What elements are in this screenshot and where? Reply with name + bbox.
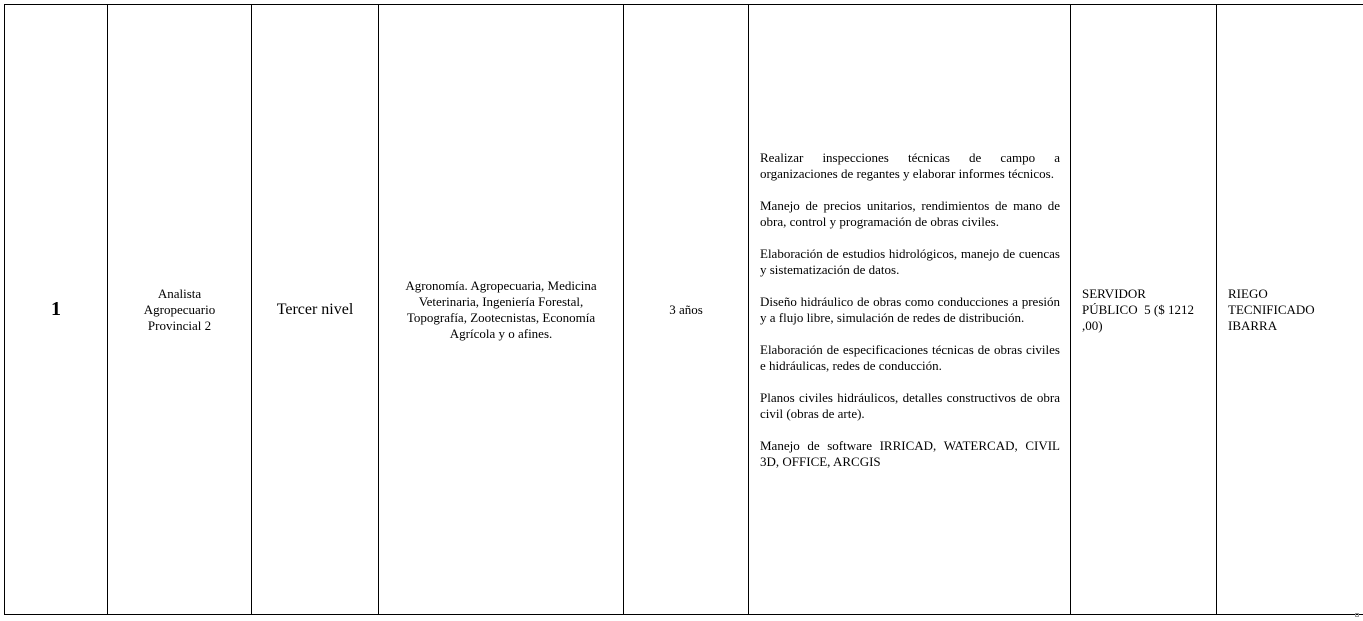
position-name-cell — [108, 5, 252, 615]
function-item: Diseño hidráulico de obras como conducciones a presión y a flujo libre, simulación de redes de distribución. — [760, 293, 1060, 325]
salary-group-line: SERVIDOR — [1082, 285, 1146, 301]
unit-location-line: IBARRA — [1228, 317, 1278, 333]
experience-years: 3 años — [669, 301, 703, 317]
table-row — [5, 5, 1363, 615]
table-resize-handle[interactable] — [1355, 613, 1359, 617]
salary-group-line: ,00) — [1082, 317, 1103, 333]
fields-of-study-line: Topografía, Zootecnistas, Economía — [406, 309, 596, 325]
fields-of-study-line: Agronomía. Agropecuaria, Medicina — [405, 277, 597, 293]
unit-location-line: TECNIFICADO — [1228, 301, 1315, 317]
education-level-cell — [252, 5, 379, 615]
experience-cell — [624, 5, 749, 615]
row-number-cell — [5, 5, 108, 615]
fields-of-study-cell — [379, 5, 624, 615]
position-name-line: Provincial 2 — [147, 317, 212, 333]
function-item: Realizar inspecciones técnicas de campo a organizaciones de regantes y elaborar informes técnicos. — [760, 149, 1060, 181]
function-item: Manejo de precios unitarios, rendimientos de mano de obra, control y programación de obras civiles. — [760, 197, 1060, 229]
row-number: 1 — [51, 298, 61, 320]
unit-location-line: RIEGO — [1228, 285, 1268, 301]
position-name-line: Agropecuario — [143, 301, 216, 317]
function-item: Planos civiles hidráulicos, detalles constructivos de obra civil (obras de arte). — [760, 389, 1060, 421]
functions-cell — [749, 5, 1071, 615]
education-level: Tercer nivel — [276, 300, 354, 318]
unit-location-cell — [1217, 5, 1363, 615]
function-item: Elaboración de especificaciones técnicas de obras civiles e hidráulicas, redes de conducción. — [760, 341, 1060, 373]
salary-group-cell — [1071, 5, 1217, 615]
fields-of-study-line: Agrícola y o afines. — [449, 325, 553, 341]
position-name-line: Analista — [157, 285, 202, 301]
salary-group-line: PÚBLICO 5 ($ 1212 — [1082, 301, 1194, 317]
function-item: Elaboración de estudios hidrológicos, manejo de cuencas y sistematización de datos. — [760, 245, 1060, 277]
fields-of-study-line: Veterinaria, Ingeniería Forestal, — [418, 293, 584, 309]
function-item: Manejo de software IRRICAD, WATERCAD, CIVIL 3D, OFFICE, ARCGIS — [760, 437, 1060, 469]
job-positions-table — [4, 4, 1363, 615]
